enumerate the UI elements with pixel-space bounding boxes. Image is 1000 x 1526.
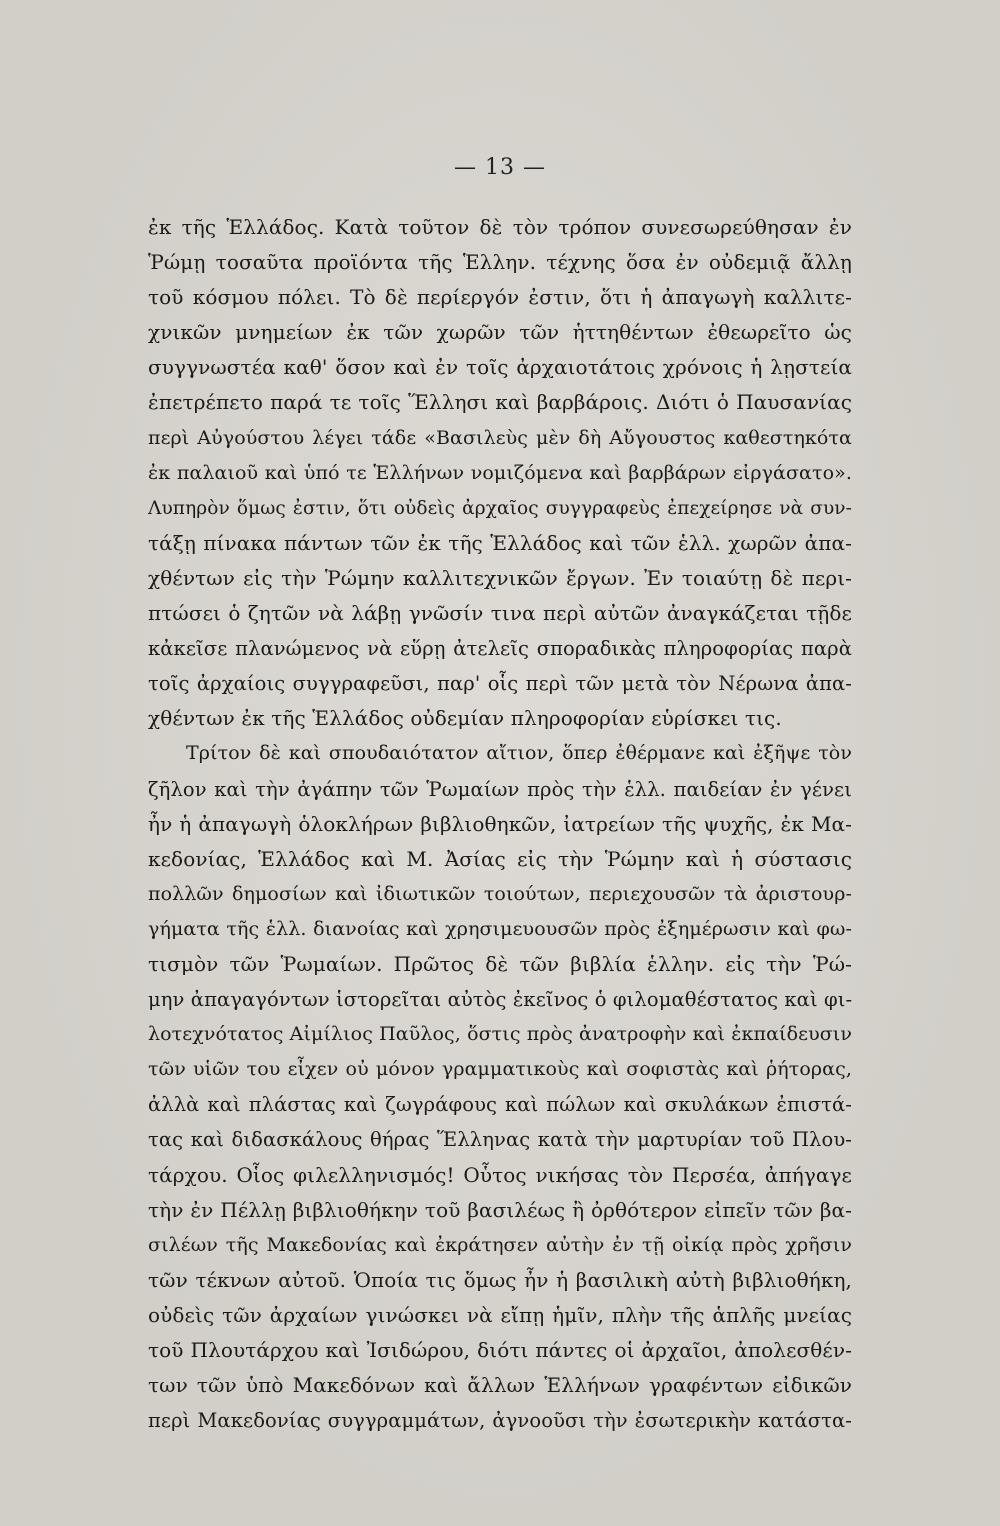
text-line: σιλέων τῆς Μακεδονίας καὶ ἐκράτησεν αὐτὴν ἐν τῇ οἰκίᾳ πρὸς χρῆσιν [148,1233,852,1256]
text-line: τῶν υἱῶν του εἶχεν οὐ μόνον γραμματικοὺς καὶ σοφιστὰς καὶ ῥήτορας, [148,1058,852,1081]
text-line: χνικῶν μνημείων ἐκ τῶν χωρῶν τῶν ἡττηθέντων ἐθεωρεῖτο ὡς [148,320,852,345]
text-line: τῶν τέκνων αὐτοῦ. Ὁποία τις ὅμως ἦν ἡ βασιλικὴ αὐτὴ βιβλιοθήκη, [148,1267,852,1292]
text-line: πτώσει ὁ ζητῶν νὰ λάβῃ γνῶσίν τινα περὶ αὐτῶν ἀναγκάζεται τῇδε [148,601,852,626]
text-line: ἦν ἡ ἀπαγωγὴ ὁλοκλήρων βιβλιοθηκῶν, ἰατρείων τῆς ψυχῆς, ἐκ Μα- [148,811,852,836]
text-line: χθέντων εἰς τὴν Ῥώμην καλλιτεχνικῶν ἔργων. Ἐν τοιαύτῃ δὲ περι- [148,565,852,590]
text-line: χθέντων ἐκ τῆς Ἑλλάδος οὐδεμίαν πληροφορίαν εὑρίσκει τις. [148,706,782,731]
text-line: μην ἀπαγαγόντων ἱστορεῖται αὐτὸς ἐκεῖνος ὁ φιλομαθέστατος καὶ φι- [148,988,852,1012]
text-line: γήματα τῆς ἑλλ. διανοίας καὶ χρησιμευουσῶν πρὸς ἐξημέρωσιν καὶ φω- [148,917,852,940]
body-text [148,210,852,1438]
text-line: Ῥώμῃ τοσαῦτα προϊόντα τῆς Ἑλλην. τέχνης ὅσα ἐν οὐδεμιᾷ ἄλλῃ [148,250,852,275]
text-line: κἀκεῖσε πλανώμενος νὰ εὕρῃ ἀτελεῖς σποραδικὰς πληροφορίας παρὰ [148,637,852,661]
text-line: τοῦ Πλουτάρχου καὶ Ἰσιδώρου, διότι πάντες οἱ ἀρχαῖοι, ἀπολεσθέν- [148,1338,852,1362]
text-line: των τῶν ὑπὸ Μακεδόνων καὶ ἄλλων Ἑλλήνων γραφέντων εἰδικῶν [148,1373,852,1398]
text-line: συγγνωστέα καθ' ὅσον καὶ ἐν τοῖς ἀρχαιοτάτοις χρόνοις ἡ λῃστεία [148,355,852,380]
text-line: τας καὶ διδασκάλους θήρας Ἕλληνας κατὰ τὴν μαρτυρίαν τοῦ Πλου- [148,1128,852,1152]
text-line: οὐδεὶς τῶν ἀρχαίων γινώσκει νὰ εἴπῃ ἡμῖν, πλὴν τῆς ἁπλῆς μνείας [148,1302,852,1327]
text-line: πολλῶν δημοσίων καὶ ἰδιωτικῶν τοιούτων, περιεχουσῶν τὰ ἀριστουρ- [148,882,852,905]
text-line: ἐκ παλαιοῦ καὶ ὑπό τε Ἑλλήνων νομιζόμενα καὶ βαρβάρων εἰργάσατο». [148,461,852,484]
text-line: τὴν ἐν Πέλλῃ βιβλιοθήκην τοῦ βασιλέως ἢ ὀρθότερον εἰπεῖν τῶν βα- [148,1197,852,1222]
text-line: τοῦ κόσμου πόλει. Τὸ δὲ περίεργόν ἐστιν, ὅτι ἡ ἀπαγωγὴ καλλιτε- [148,285,852,310]
page-number: — 13 — [454,155,546,180]
text-line: τάρχου. Οἷος φιλελληνισμός! Οὗτος νικήσας τὸν Περσέα, ἀπήγαγε [148,1162,852,1187]
text-line: ἀλλὰ καὶ πλάστας καὶ ζωγράφους καὶ πώλων καὶ σκυλάκων ἐπιστά- [148,1093,852,1117]
text-line: ἐπετρέπετο παρά τε τοῖς Ἕλλησι καὶ βαρβάροις. Διότι ὁ Παυσανίας [148,390,852,415]
text-line: Τρίτον δὲ καὶ σπουδαιότατον αἴτιον, ὅπερ ἐθέρμανε καὶ ἐξῆψε τὸν [186,742,852,765]
text-line: Λυπηρὸν ὅμως ἐστιν, ὅτι οὐδεὶς ἀρχαῖος συγγραφεὺς ἐπεχείρησε νὰ συν- [148,497,852,519]
text-line: περὶ Μακεδονίας συγγραμμάτων, ἀγνοοῦσι τὴν ἐσωτερικὴν κατάστα- [148,1409,852,1433]
text-line: λοτεχνότατος Αἰμίλιος Παῦλος, ὅστις πρὸς ἀνατροφὴν καὶ ἐκπαίδευσιν [148,1023,852,1046]
text-line: τοῖς ἀρχαίοις συγγραφεῦσι, παρ' οἷς περὶ τῶν μετὰ τὸν Νέρωνα ἀπα- [148,672,852,696]
text-line: τάξῃ πίνακα πάντων τῶν ἐκ τῆς Ἑλλάδος καὶ τῶν ἑλλ. χωρῶν ἀπα- [148,530,852,555]
text-line: ἐκ τῆς Ἑλλάδος. Κατὰ τοῦτον δὲ τὸν τρόπον συνεσωρεύθησαν ἐν [148,215,852,239]
text-line: κεδονίας, Ἑλλάδος καὶ Μ. Ἀσίας εἰς τὴν Ῥώμην καὶ ἡ σύστασις [148,846,852,871]
text-line: τισμὸν τῶν Ῥωμαίων. Πρῶτος δὲ τῶν βιβλία ἑλλην. εἰς τὴν Ῥώ- [148,951,852,976]
text-line: ζῆλον καὶ τὴν ἀγάπην τῶν Ῥωμαίων πρὸς τὴν ἑλλ. παιδείαν ἐν γένει [148,777,852,801]
text-line: περὶ Αὐγούστου λέγει τάδε «Βασιλεὺς μὲν δὴ Αὔγουστος καθεστηκότα [148,426,852,449]
